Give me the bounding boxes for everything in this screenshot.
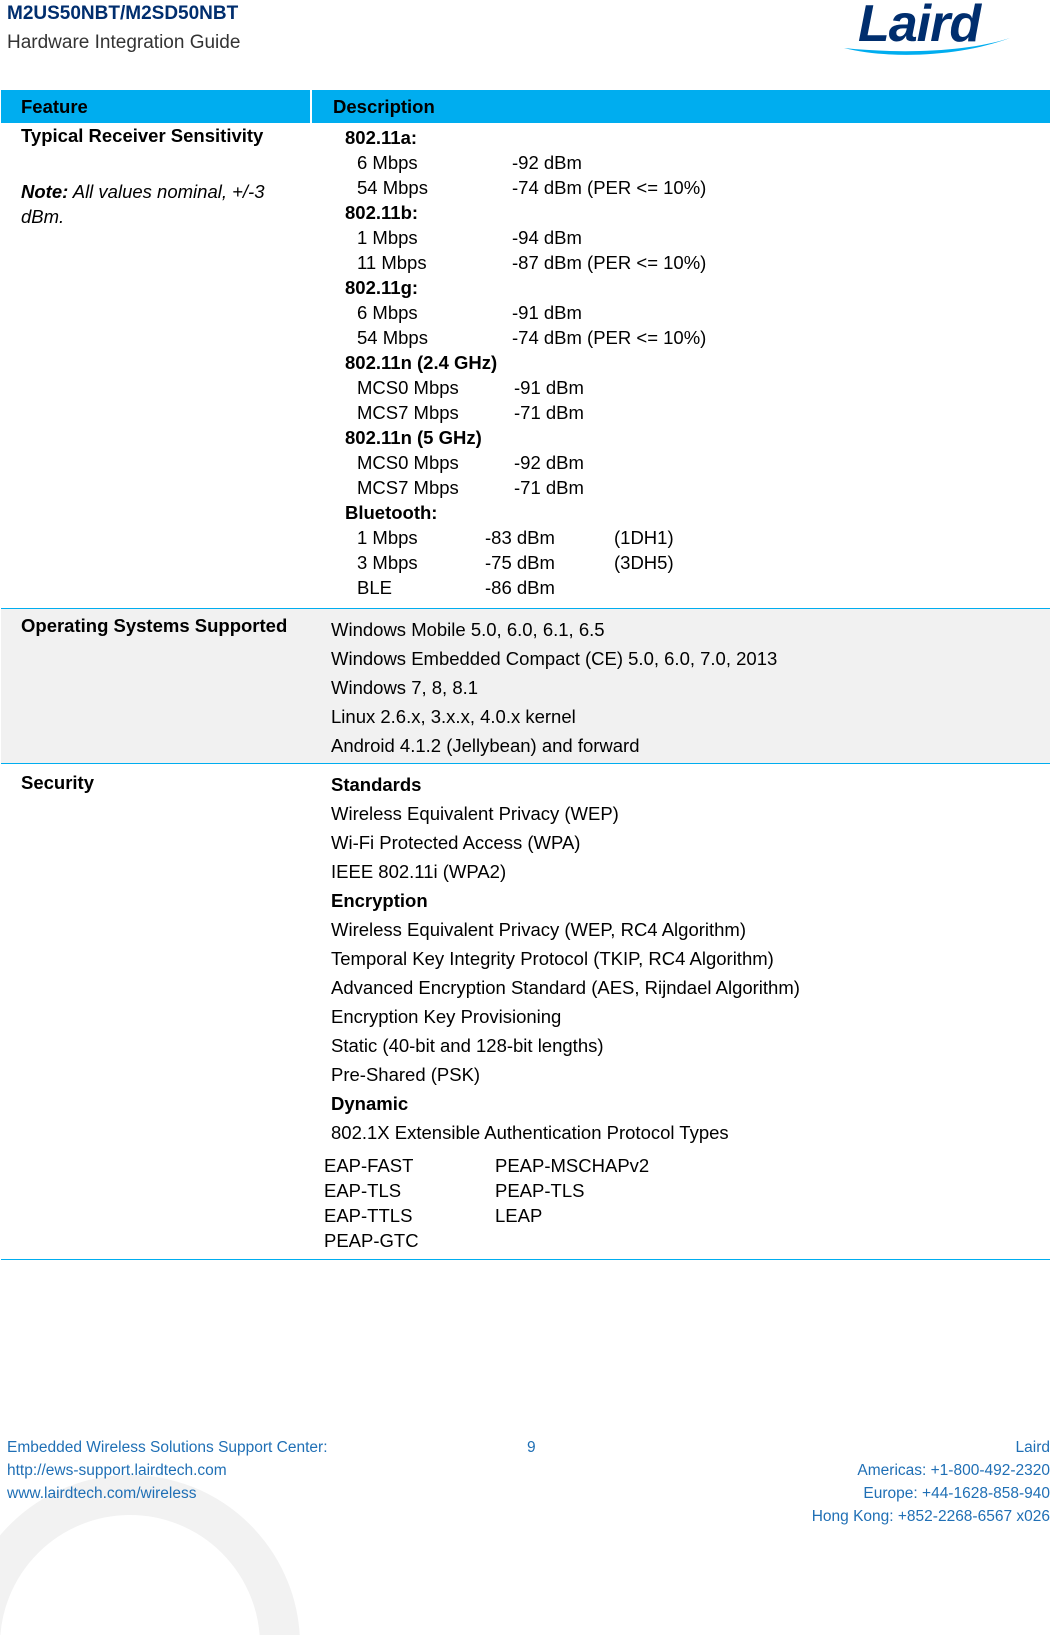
feature-cell xyxy=(1,764,311,1260)
feature-name: Operating Systems Supported xyxy=(21,615,288,636)
packet-type: (1DH1) xyxy=(614,527,674,548)
description-cell xyxy=(311,764,1050,1260)
standard-heading: 802.11g: xyxy=(345,277,419,298)
list-item: Encryption Key Provisioning xyxy=(331,1006,562,1027)
dynamic-line: 802.1X Extensible Authentication Protocol Types xyxy=(331,1122,729,1143)
eap-types-list xyxy=(311,1151,1050,1259)
list-item: MCS0 Mbps -91 dBm xyxy=(357,377,584,398)
data-rate: MCS7 Mbps xyxy=(357,477,459,498)
list-item: Wireless Equivalent Privacy (WEP, RC4 Algorithm) xyxy=(331,919,747,940)
list-item: MCS0 Mbps -92 dBm xyxy=(357,452,584,473)
table-row-security xyxy=(1,764,1050,1260)
data-rate: BLE xyxy=(357,577,392,598)
eap-type: PEAP-GTC xyxy=(324,1230,419,1251)
list-item: Pre-Shared (PSK) xyxy=(331,1064,481,1085)
data-rate: MCS0 Mbps xyxy=(357,377,459,398)
standard-heading: 802.11n (5 GHz) xyxy=(345,427,482,448)
list-item xyxy=(345,575,1050,600)
list-item: 6 Mbps -92 dBm xyxy=(357,152,582,173)
data-rate: 3 Mbps xyxy=(357,552,418,573)
sensitivity-value: -83 dBm xyxy=(485,527,555,548)
sensitivity-value: -86 dBm xyxy=(485,577,555,598)
feature-note: Note: All values nominal, +/-3 dBm. xyxy=(21,181,265,227)
eap-type: EAP-FAST xyxy=(324,1155,414,1176)
eap-type: LEAP xyxy=(495,1205,543,1226)
footer-line: www.lairdtech.com/wireless xyxy=(7,1485,197,1502)
document-subtitle: Hardware Integration Guide xyxy=(7,32,241,53)
data-rate: 54 Mbps xyxy=(357,327,428,348)
feature-table xyxy=(1,90,1050,1260)
list-item: Wireless Equivalent Privacy (WEP) xyxy=(331,803,619,824)
sensitivity-list xyxy=(311,123,1050,608)
list-item: 6 Mbps -91 dBm xyxy=(357,302,582,323)
packet-type: (3DH5) xyxy=(614,552,674,573)
list-item xyxy=(345,525,1050,550)
description-cell xyxy=(311,123,1050,609)
data-rate: 11 Mbps xyxy=(357,252,427,273)
standard-heading: 802.11b: xyxy=(345,202,419,223)
list-item: Temporal Key Integrity Protocol (TKIP, RC4 Algorithm) xyxy=(331,948,774,969)
list-item: Android 4.1.2 (Jellybean) and forward xyxy=(331,735,640,756)
logo-text: Laird xyxy=(858,0,981,53)
list-item: 54 Mbps -74 dBm (PER <= 10%) xyxy=(357,327,707,348)
list-item: Linux 2.6.x, 3.x.x, 4.0.x kernel xyxy=(331,706,576,727)
data-rate: 6 Mbps xyxy=(357,302,418,323)
data-rate: 54 Mbps xyxy=(357,177,428,198)
list-item xyxy=(345,550,1050,575)
list-item: IEEE 802.11i (WPA2) xyxy=(331,861,507,882)
os-list xyxy=(311,609,1050,763)
footer-line: Europe: +44-1628-858-940 xyxy=(863,1485,1050,1502)
table-row-receiver-sensitivity xyxy=(1,123,1050,609)
list-item: Advanced Encryption Standard (AES, Rijndael Algorithm) xyxy=(331,977,800,998)
column-header-feature: Feature xyxy=(1,90,311,123)
footer-line: Hong Kong: +852-2268-6567 x026 xyxy=(811,1508,1050,1525)
footer-line: http://ews-support.lairdtech.com xyxy=(7,1462,227,1479)
list-item xyxy=(324,1153,1050,1178)
standard-heading: 802.11n (2.4 GHz) xyxy=(345,352,498,373)
column-header-description: Description xyxy=(311,90,1050,123)
feature-cell xyxy=(1,123,311,609)
list-item: MCS7 Mbps -71 dBm xyxy=(357,402,584,423)
list-item: Windows 7, 8, 8.1 xyxy=(331,677,479,698)
standards-heading: Standards xyxy=(331,774,422,795)
list-item xyxy=(324,1178,1050,1203)
footer-contact-info xyxy=(812,1436,1050,1528)
encryption-heading: Encryption xyxy=(331,890,428,911)
list-item: Windows Mobile 5.0, 6.0, 6.1, 6.5 xyxy=(331,619,605,640)
feature-cell xyxy=(1,609,311,764)
security-list xyxy=(311,764,1050,1151)
eap-type: PEAP-MSCHAPv2 xyxy=(495,1155,650,1176)
data-rate: MCS7 Mbps xyxy=(357,402,459,423)
feature-name: Typical Receiver Sensitivity xyxy=(21,125,264,146)
table-row-operating-systems xyxy=(1,609,1050,764)
footer-line: Laird xyxy=(1015,1439,1050,1456)
list-item: 11 Mbps -87 dBm (PER <= 10%) xyxy=(357,252,707,273)
data-rate: 1 Mbps xyxy=(357,527,418,548)
data-rate: MCS0 Mbps xyxy=(357,452,459,473)
standard-heading: Bluetooth: xyxy=(345,502,438,523)
list-item: 1 Mbps -94 dBm xyxy=(357,227,582,248)
footer-support-info xyxy=(7,1436,328,1505)
data-rate: 6 Mbps xyxy=(357,152,418,173)
eap-type: PEAP-TLS xyxy=(495,1180,585,1201)
list-item: Windows Embedded Compact (CE) 5.0, 6.0, 7.0, 2013 xyxy=(331,648,778,669)
list-item xyxy=(324,1228,1050,1253)
eap-type: EAP-TLS xyxy=(324,1180,402,1201)
list-item: Static (40-bit and 128-bit lengths) xyxy=(331,1035,604,1056)
eap-type: EAP-TTLS xyxy=(324,1205,413,1226)
document-title: M2US50NBT/M2SD50NBT xyxy=(7,3,239,24)
sensitivity-value: -75 dBm xyxy=(485,552,555,573)
standard-heading: 802.11a: xyxy=(345,127,418,148)
description-cell xyxy=(311,609,1050,764)
footer-line: Embedded Wireless Solutions Support Center: xyxy=(7,1439,328,1456)
list-item: MCS7 Mbps -71 dBm xyxy=(357,477,584,498)
list-item: 54 Mbps -74 dBm (PER <= 10%) xyxy=(357,177,707,198)
dynamic-heading: Dynamic xyxy=(331,1093,409,1114)
page-number: 9 xyxy=(527,1439,536,1456)
feature-name: Security xyxy=(21,772,95,793)
footer-line: Americas: +1-800-492-2320 xyxy=(857,1462,1050,1479)
laird-logo xyxy=(842,0,1014,58)
list-item xyxy=(324,1203,1050,1228)
data-rate: 1 Mbps xyxy=(357,227,418,248)
list-item: Wi-Fi Protected Access (WPA) xyxy=(331,832,581,853)
